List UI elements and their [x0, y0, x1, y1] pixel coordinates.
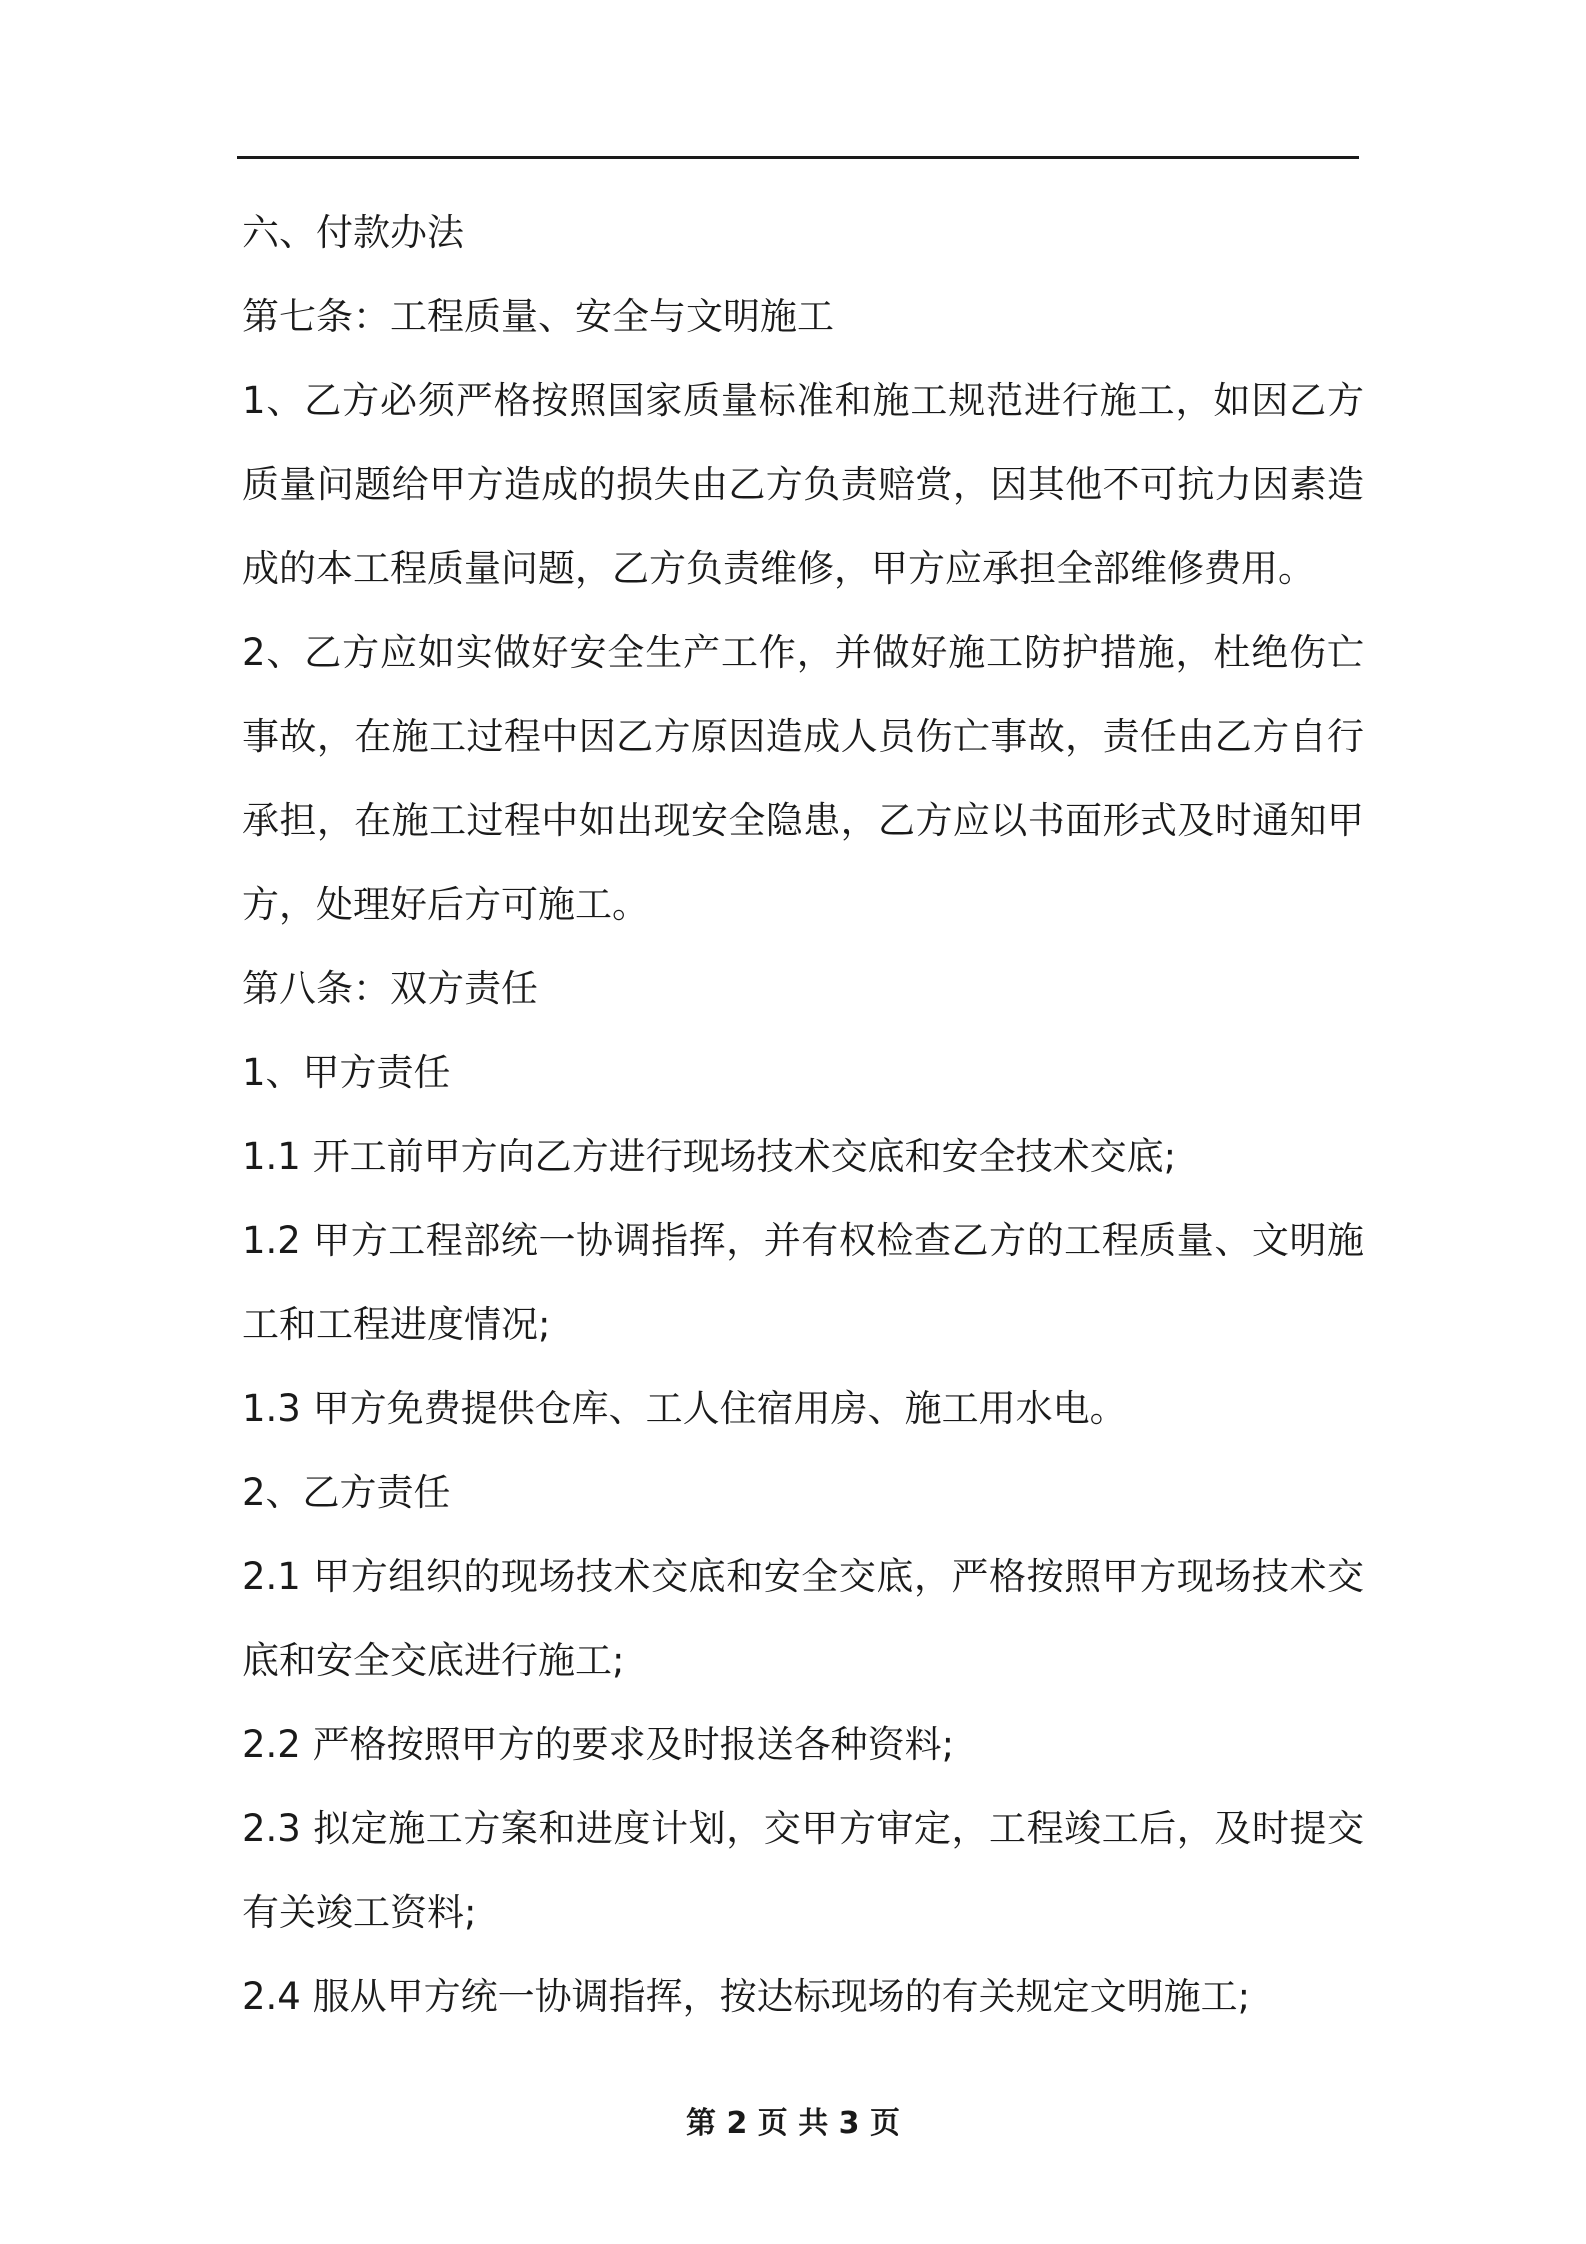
clause-line: 2.1 甲方组织的现场技术交底和安全交底，严格按照甲方现场技术交	[242, 1555, 1364, 1598]
clause-line: 2.4 服从甲方统一协调指挥，按达标现场的有关规定文明施工;	[242, 1975, 1251, 2018]
clause-line: 有关竣工资料;	[242, 1891, 477, 1934]
paragraph-line: 质量问题给甲方造成的损失由乙方负责赔赏，因其他不可抗力因素造	[242, 463, 1364, 506]
article-heading: 第八条：双方责任	[242, 967, 538, 1010]
clause-line: 底和安全交底进行施工;	[242, 1639, 625, 1682]
subsection-heading: 2、乙方责任	[242, 1471, 451, 1514]
document-body	[242, 191, 1364, 2039]
clause-line: 1.3 甲方免费提供仓库、工人住宿用房、施工用水电。	[242, 1387, 1127, 1430]
clause-line: 2.2 严格按照甲方的要求及时报送各种资料;	[242, 1723, 955, 1766]
clause-line: 1.2 甲方工程部统一协调指挥，并有权检查乙方的工程质量、文明施	[242, 1219, 1364, 1262]
clause-line: 工和工程进度情况;	[242, 1303, 551, 1346]
clause-line: 1.1 开工前甲方向乙方进行现场技术交底和安全技术交底;	[242, 1135, 1177, 1178]
page-number: 第 2 页 共 3 页	[686, 2106, 900, 2141]
paragraph-line: 事故，在施工过程中因乙方原因造成人员伤亡事故，责任由乙方自行	[242, 715, 1364, 758]
article-heading: 第七条：工程质量、安全与文明施工	[242, 295, 834, 338]
clause-line: 2.3 拟定施工方案和进度计划，交甲方审定，工程竣工后，及时提交	[242, 1807, 1364, 1850]
paragraph-line: 承担，在施工过程中如出现安全隐患，乙方应以书面形式及时通知甲	[242, 799, 1364, 842]
section-heading: 六、付款办法	[242, 211, 464, 254]
paragraph-line: 成的本工程质量问题，乙方负责维修，甲方应承担全部维修费用。	[242, 547, 1315, 590]
paragraph-line: 1、乙方必须严格按照国家质量标准和施工规范进行施工，如因乙方	[242, 379, 1364, 422]
subsection-heading: 1、甲方责任	[242, 1051, 451, 1094]
header-rule	[237, 156, 1359, 159]
paragraph-line: 2、乙方应如实做好安全生产工作，并做好施工防护措施，杜绝伤亡	[242, 631, 1364, 674]
paragraph-line: 方，处理好后方可施工。	[242, 883, 649, 926]
